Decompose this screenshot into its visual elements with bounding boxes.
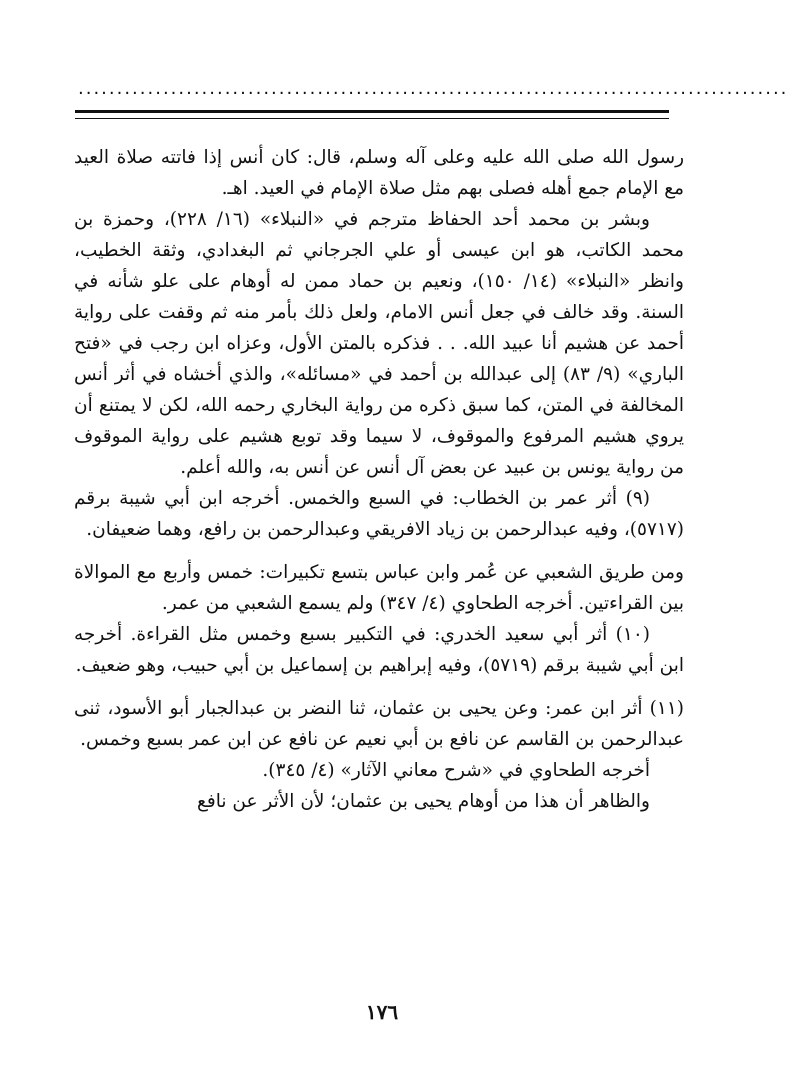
paragraph: والظاهر أن هذا من أوهام يحيى بن عثمان؛ لأن الأثر عن نافع [197,791,650,812]
paragraph: (٩) أثر عمر بن الخطاب: في السبع والخمس. أخرجه ابن أبي شيبة برقم (٥٧١٧)، وفيه عبدالرحمن بن زياد الافريقي وعبدالرحمن بن رافع، وهما ضعيفان. [74,488,684,540]
header-rule-thick [75,110,669,113]
header-dotted-line: ............................................................................................ [78,78,788,99]
paragraph: (١١) أثر ابن عمر: وعن يحيى بن عثمان، ثنا النضر بن عبدالجبار أبو الأسود، ثنى عبدالرحمن بن القاسم عن نافع بن أبي نعيم عن نافع عن ابن عمر بسبع وخمس. [74,698,684,750]
paragraph: (١٠) أثر أبي سعيد الخدري: في التكبير بسبع وخمس مثل القراءة. أخرجه ابن أبي شيبة برقم (٥٧١٩)، وفيه إبراهيم بن إسماعيل بن أبي حبيب، وهو ضعيف. [74,624,684,676]
page-number: ١٧٦ [365,1000,399,1024]
paragraph: وبشر بن محمد أحد الحفاظ مترجم في «النبلاء» (١٦/ ٢٢٨)، وحمزة بن محمد الكاتب، هو ابن عيسى أو علي الجرجاني ثم البغدادي، وثقة الخطيب، وانظر «النبلاء» (١٤/ ١٥٠)، ونعيم بن حماد ممن له أوهام على علو شأنه في السنة. وقد خالف في جعل أنس الامام، ولعل ذلك بأمر منه ثم وقفت على رواية أحمد عن هشيم أنا عبيد الله. . . فذكره بالمتن الأول، وعزاه ابن رجب في «فتح الباري» (٩/ ٨٣) إلى عبدالله بن أحمد في «مسائله»، والذي أخشاه في أثر أنس المخالفة في المتن، كما سبق ذكره من رواية البخاري رحمه الله، لكن لا يمتنع أن يروي هشيم المرفوع والموقوف، لا سيما وقد توبع هشيم على رواية الموقوف من رواية يونس بن عبيد عن بعض آل أنس عن أنس به، والله أعلم. [74,209,684,478]
paragraph: ومن طريق الشعبي عن عُمر وابن عباس بتسع تكبيرات: خمس وأربع مع الموالاة بين القراءتين. أخرجه الطحاوي (٤/ ٣٤٧) ولم يسمع الشعبي من عمر. [74,562,684,614]
paragraph: أخرجه الطحاوي في «شرح معاني الآثار» (٤/ ٣٤٥). [262,760,650,781]
header-rule-thin [75,118,669,119]
paragraph: رسول الله صلى الله عليه وعلى آله وسلم، قال: كان أنس إذا فاتته صلاة العيد مع الإمام جمع أهله فصلى بهم مثل صلاة الإمام في العيد. اهـ. [74,147,684,199]
body-text [74,142,684,817]
